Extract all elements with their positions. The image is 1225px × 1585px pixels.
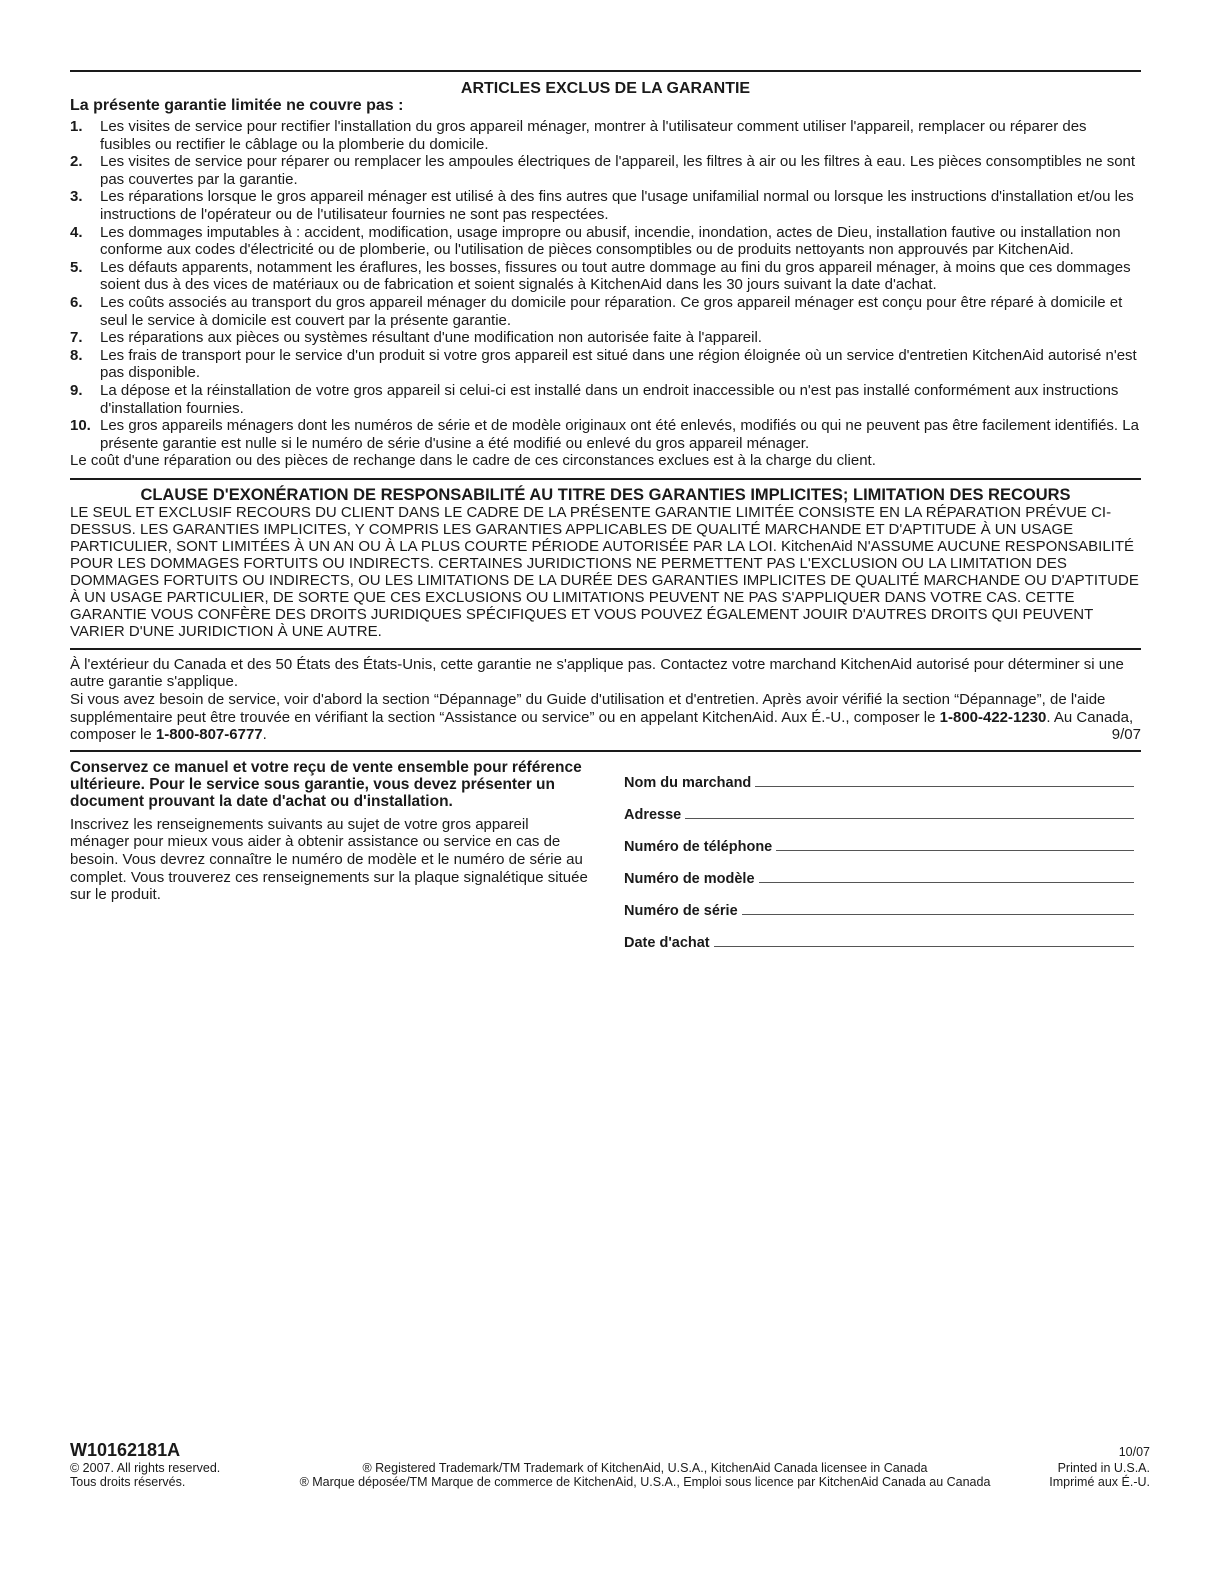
outside-paragraph: À l'extérieur du Canada et des 50 États des États-Unis, cette garantie ne s'applique pas. Contactez votre marchand KitchenAid autorisé pour déterminer si une autre garantie s'applique. — [70, 655, 1124, 691]
phone-us: 1-800-422-1230 — [939, 708, 1047, 726]
footer-row-french: Tous droits réservés. ® Marque déposée/TM Marque de commerce de KitchenAid, U.S.A., Emploi sous licence par KitchenAid Canada au Canada Imprimé aux É.-U. — [70, 1475, 1150, 1489]
page-footer — [70, 1440, 1150, 1489]
phone-number-field[interactable]: Numéro de téléphone — [624, 823, 1134, 855]
list-item: 9. La dépose et la réinstallation de votre gros appareil si celui-ci est installé dans un endroit inaccessible ou n'est pas installé conformément aux instructions d'installation fournies. — [70, 381, 1119, 417]
footer-row-english: © 2007. All rights reserved. ® Registered Trademark/TM Trademark of KitchenAid, U.S.A., KitchenAid Canada licensee in Canada Printed in U.S.A. — [70, 1461, 1150, 1475]
keep-instructions — [70, 759, 590, 951]
list-item: 2. Les visites de service pour réparer ou remplacer les ampoules électriques de l'appareil, les filtres à air ou les filtres à eau. Les pièces consomptibles ne sont pas couvertes par la garantie. — [70, 153, 1136, 188]
phone-ca: 1-800-807-6777 — [155, 726, 263, 744]
section-rule — [70, 648, 1141, 650]
list-item: 3. Les réparations lorsque le gros appareil ménager est utilisé à des fins autres que l'usage unifamilial normal ou lorsque les instructions d'installation et/ou les instructions de l'opérateur ou de l'utilisateur fournies ne sont pas respectées. — [70, 188, 1134, 223]
list-item: 7. Les réparations aux pièces ou systèmes résultant d'une modification non autorisée faite à l'appareil. — [70, 329, 762, 347]
top-rule — [70, 70, 1141, 72]
record-section — [70, 759, 1141, 951]
exclusions-intro: La présente garantie limitée ne couvre pas : — [70, 97, 404, 114]
section-rule — [70, 750, 1141, 752]
exclusions-closing: Le coût d'une réparation ou des pièces de rechange dans le cadre de ces circonstances exclues est à la charge du client. — [70, 452, 876, 470]
keep-bold-text: Conservez ce manuel et votre reçu de vente ensemble pour référence ultérieure. Pour le service sous garantie, vous devez présenter un document prouvant la date d'achat ou d'installation. — [70, 758, 582, 810]
date-code: 9/07 — [1111, 726, 1141, 744]
dealer-name-field[interactable]: Nom du marchand — [624, 759, 1134, 791]
list-item: 4. Les dommages imputables à : accident, modification, usage impropre ou abusif, incendie, inondation, actes de Dieu, installation fautive ou installation non conforme aux codes d'électricité ou de plomberie, ou l'utilisation de pièces consomptibles ou de produits nettoyants non approuvés par KitchenAid. — [70, 223, 1121, 259]
print-date: 10/07 — [1118, 1445, 1150, 1459]
warranty-page — [70, 70, 1141, 951]
serial-number-field[interactable]: Numéro de série — [624, 887, 1134, 919]
list-item: 10. Les gros appareils ménagers dont les numéros de série et de modèle originaux ont été enlevés, modifiés ou qui ne peuvent pas être facilement identifiés. La présente garantie est nulle si le numéro de série d'usine a été modifié ou enlevé du gros appareil ménager. — [70, 417, 1139, 452]
model-number-field[interactable]: Numéro de modèle — [624, 855, 1134, 887]
exclusions-list — [70, 118, 1141, 452]
purchase-date-field[interactable]: Date d'achat — [624, 919, 1134, 951]
address-field[interactable]: Adresse — [624, 791, 1134, 823]
service-paragraph: Si vous avez besoin de service, voir d'abord la section “Dépannage” du Guide d'utilisation et d'entretien. Après avoir vérifié la section “Dépannage”, de l'aide supplémentaire peut être trouvée en vérifiant la section “Assistance ou service” ou en appelant KitchenAid. Aux É.-U., composer le 1-800-422-1230. Au Canada, composer le 1-800-807-6777. 9/07 — [70, 691, 1141, 744]
section-rule — [70, 478, 1141, 480]
disclaimer-title: CLAUSE D'EXONÉRATION DE RESPONSABILITÉ AU TITRE DES GARANTIES IMPLICITES; LIMITATION DES RECOURS — [140, 485, 1071, 504]
disclaimer-body: LE SEUL ET EXCLUSIF RECOURS DU CLIENT DANS LE CADRE DE LA PRÉSENTE GARANTIE LIMITÉE CONSISTE EN LA RÉPARATION PRÉVUE CI-DESSUS. LES GARANTIES IMPLICITES, Y COMPRIS LES GARANTIES APPLICABLES DE QUALITÉ MARCHANDE ET D'APTITUDE À UN USAGE PARTICULIER, SONT LIMITÉES À UN AN OU À LA PLUS COURTE PÉRIODE AUTORISÉE PAR LA LOI. KitchenAid N'ASSUME AUCUNE RESPONSABILITÉ POUR LES DOMMAGES FORTUITS OU INDIRECTS. CERTAINES JURIDICTIONS NE PERMETTENT PAS L'EXCLUSION OU LA LIMITATION DES DOMMAGES FORTUITS OU INDIRECTS, OU LES LIMITATIONS DE LA DURÉE DES GARANTIES IMPLICITES DE QUALITÉ MARCHANDE OU D'APTITUDE À UN USAGE PARTICULIER, DE SORTE QUE CES EXCLUSIONS OU LIMITATIONS PEUVENT NE PAS S'APPLIQUER DANS VOTRE CAS. CETTE GARANTIE VOUS CONFÈRE DES DROITS JURIDIQUES SPÉCIFIQUES ET VOUS POUVEZ ÉGALEMENT JOUIR D'AUTRES DROITS QUI PEUVENT VARIER D'UNE JURIDICTION À UNE AUTRE. — [70, 503, 1139, 640]
model-code: W10162181A — [70, 1440, 181, 1460]
list-item: 5. Les défauts apparents, notamment les éraflures, les bosses, fissures ou tout autre dommage au fini du gros appareil ménager, à moins que ces dommages soient dus à des vices de matériaux ou de fabrication et soient signalés à KitchenAid dans les 30 jours suivant la date d'achat. — [70, 258, 1131, 294]
record-form — [620, 759, 1141, 951]
list-item: 1. Les visites de service pour rectifier l'installation du gros appareil ménager, montrer à l'utilisateur comment utiliser l'appareil, remplacer ou réparer des fusibles ou rectifier le câblage ou la plomberie du domicile. — [70, 118, 1087, 153]
exclusions-title: ARTICLES EXCLUS DE LA GARANTIE — [460, 80, 751, 97]
list-item: 8. Les frais de transport pour le service d'un produit si votre gros appareil est situé dans une région éloignée où un service d'entretien KitchenAid autorisé n'est pas disponible. — [70, 346, 1137, 382]
list-item: 6. Les coûts associés au transport du gros appareil ménager du domicile pour réparation. Ce gros appareil ménager est conçu pour être réparé à domicile et seul le service à domicile est couvert par la présente garantie. — [70, 293, 1123, 329]
keep-body-text: Inscrivez les renseignements suivants au sujet de votre gros appareil ménager pour mieux vous aider à obtenir assistance ou service en cas de besoin. Vous devrez connaître le numéro de modèle et le numéro de série au complet. Vous trouverez ces renseignements sur la plaque signalétique située sur le produit. — [70, 815, 588, 904]
